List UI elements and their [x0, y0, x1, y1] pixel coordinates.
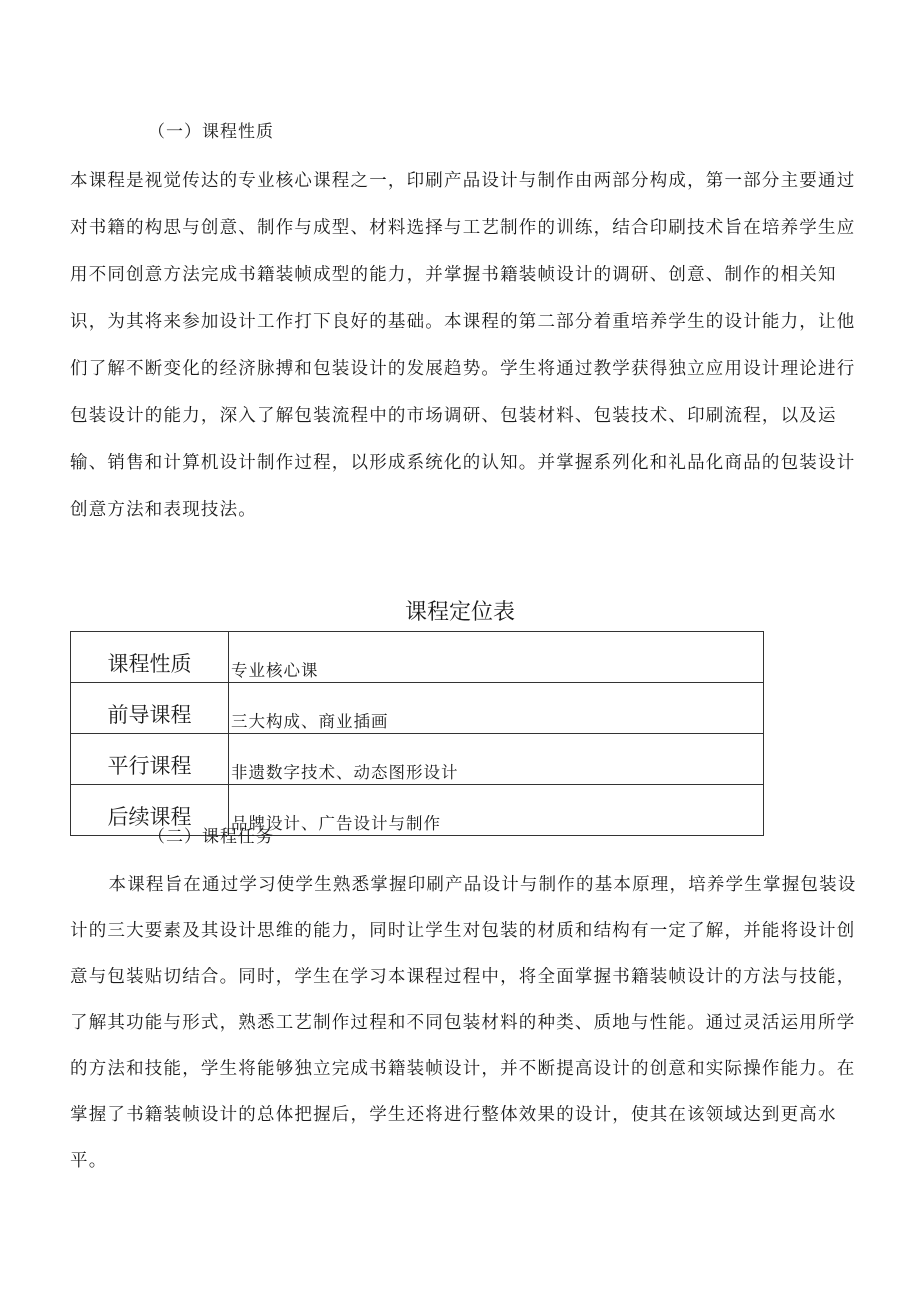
table-row	[71, 734, 764, 785]
row-value: 三大构成、商业插画	[229, 683, 764, 734]
section-heading-course-nature: （一）课程性质	[148, 122, 274, 142]
row-value: 非遗数字技术、动态图形设计	[229, 734, 764, 785]
section-heading-course-tasks: （二）课程任务	[148, 827, 274, 847]
table-row	[71, 683, 764, 734]
row-label: 后续课程	[71, 785, 229, 836]
table-title: 课程定位表	[404, 600, 515, 625]
paragraph-course-nature: 本课程是视觉传达的专业核心课程之一，印刷产品设计与制作由两部分构成，第一部分主要通过对书籍的构思与创意、制作与成型、材料选择与工艺制作的训练，结合印刷技术旨在培养学生应用不同创意方法完成书籍装帧成型的能力，并掌握书籍装帧设计的调研、创意、制作的相关知识，为其将来参加设计工作打下良好的基础。本课程的第二部分着重培养学生的设计能力，让他们了解不断变化的经济脉搏和包装设计的发展趋势。学生将通过教学获得独立应用设计理论进行包装设计的能力，深入了解包装流程中的市场调研、包装材料、包装技术、印刷流程，以及运输、销售和计算机设计制作过程，以形成系统化的认知。并掌握系列化和礼品化商品的包装设计创意方法和表现技法。	[70, 171, 856, 520]
row-label: 课程性质	[71, 632, 229, 683]
row-value: 专业核心课	[229, 632, 764, 683]
paragraph-course-tasks: 本课程旨在通过学习使学生熟悉掌握印刷产品设计与制作的基本原理，培养学生掌握包装设计的三大要素及其设计思维的能力，同时让学生对包装的材质和结构有一定了解，并能将设计创意与包装贴切结合。同时，学生在学习本课程过程中，将全面掌握书籍装帧设计的方法与技能，了解其功能与形式，熟悉工艺制作过程和不同包装材料的种类、质地与性能。通过灵活运用所学的方法和技能，学生将能够独立完成书籍装帧设计，并不断提高设计的创意和实际操作能力。在掌握了书籍装帧设计的总体把握后，学生还将进行整体效果的设计，使其在该领域达到更高水平。	[70, 875, 857, 1171]
row-label: 平行课程	[71, 734, 229, 785]
table-row	[71, 632, 764, 683]
course-positioning-table	[70, 631, 764, 836]
row-label: 前导课程	[71, 683, 229, 734]
row-value: 品牌设计、广告设计与制作	[229, 785, 764, 836]
